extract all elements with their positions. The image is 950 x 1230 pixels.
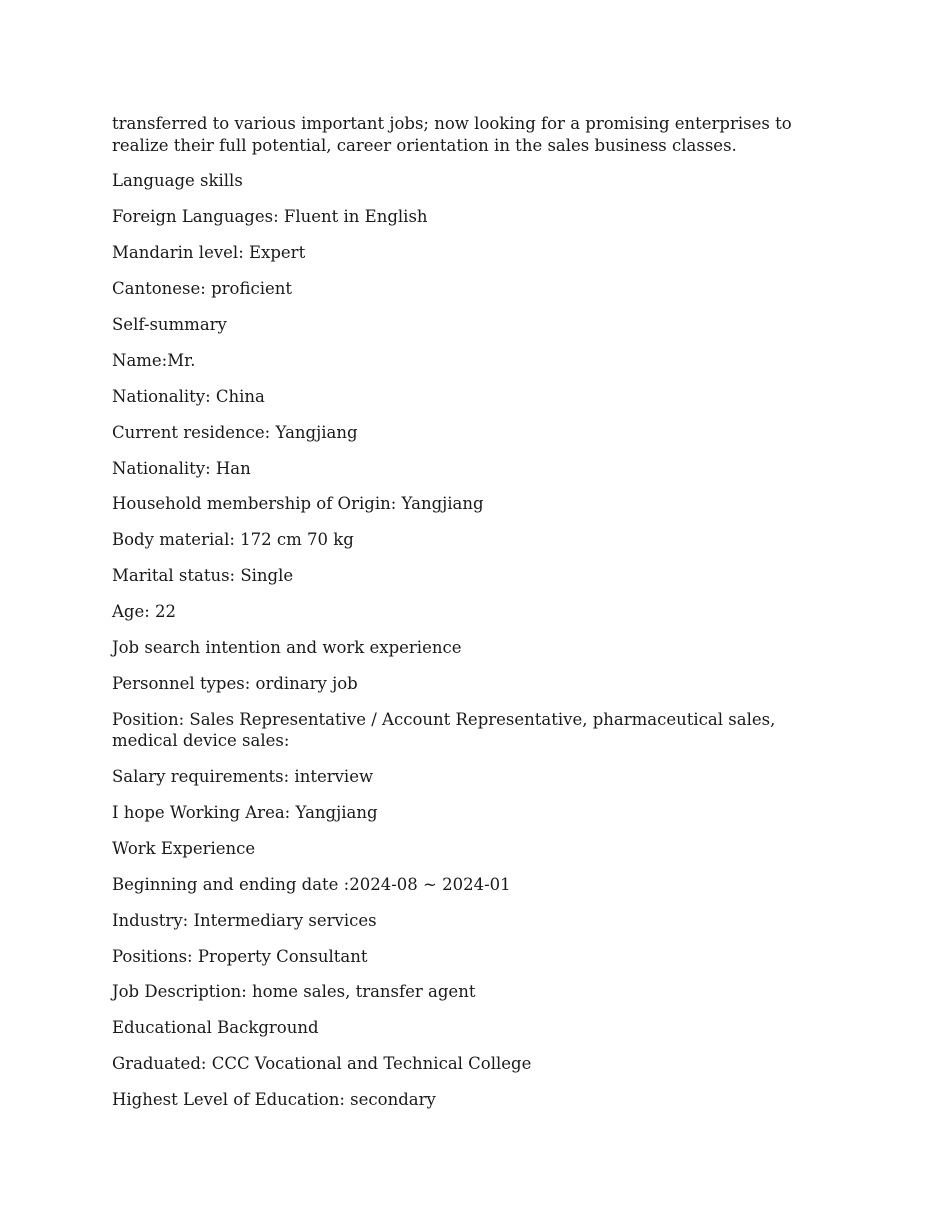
education-level-line: Highest Level of Education: secondary: [112, 1090, 436, 1110]
mandarin-level-line: Mandarin level: Expert: [112, 243, 306, 263]
position-line: Position: Sales Representative / Account Representative, pharmaceutical sales, medical device sales:: [112, 709, 776, 751]
section-heading-language-skills: Language skills: [112, 171, 243, 191]
name-line: Name:Mr.: [112, 350, 196, 370]
salary-requirements-line: Salary requirements: interview: [112, 767, 374, 787]
current-residence-line: Current residence: Yangjiang: [112, 422, 358, 442]
section-heading-self-summary: Self-summary: [112, 314, 227, 334]
section-heading-education: Educational Background: [112, 1018, 319, 1038]
cantonese-line: Cantonese: proficient: [112, 279, 293, 299]
summary-continuation-paragraph: transferred to various important jobs; now looking for a promising enterprises to realize their full potential, career orientation in the sales business classes.: [112, 114, 792, 155]
personnel-types-line: Personnel types: ordinary job: [112, 673, 358, 693]
foreign-languages-line: Foreign Languages: Fluent in English: [112, 207, 428, 227]
section-heading-work-experience: Work Experience: [112, 838, 256, 858]
working-area-line: I hope Working Area: Yangjiang: [112, 803, 378, 823]
job-description-line: Job Description: home sales, transfer agent: [112, 982, 476, 1002]
household-origin-line: Household membership of Origin: Yangjiang: [112, 494, 484, 514]
nationality-country-line: Nationality: China: [112, 386, 265, 406]
document-page: [112, 113, 824, 1125]
industry-line: Industry: Intermediary services: [112, 910, 377, 930]
graduated-line: Graduated: CCC Vocational and Technical College: [112, 1054, 532, 1074]
positions-line: Positions: Property Consultant: [112, 946, 368, 966]
nationality-ethnicity-line: Nationality: Han: [112, 458, 251, 478]
section-heading-job-search: Job search intention and work experience: [112, 637, 462, 657]
age-line: Age: 22: [112, 602, 177, 622]
body-material-line: Body material: 172 cm 70 kg: [112, 530, 354, 550]
date-range-line: Beginning and ending date :2024-08 ~ 2024-01: [112, 874, 511, 894]
marital-status-line: Marital status: Single: [112, 566, 294, 586]
